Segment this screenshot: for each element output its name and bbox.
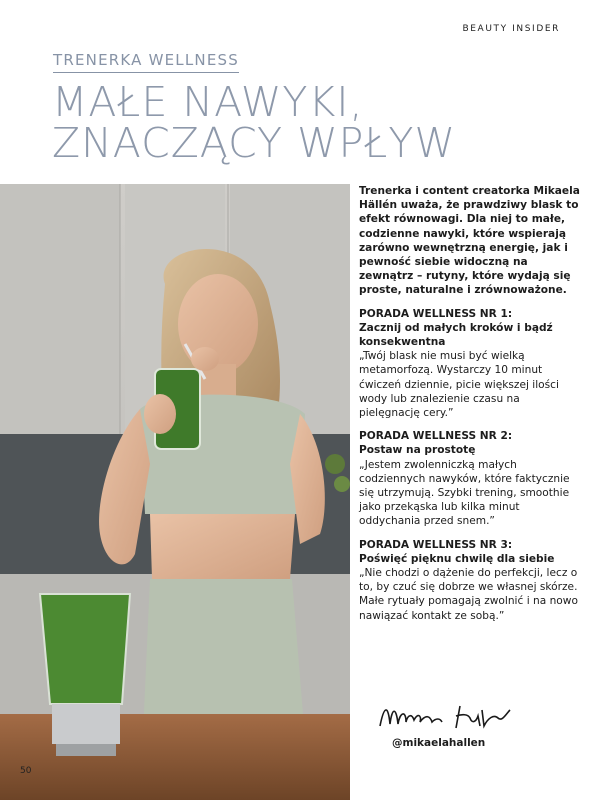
headline-line-1: MAŁE NAWYKI, — [52, 78, 364, 126]
headline-line-2: ZNACZĄCY WPŁYW — [52, 119, 457, 167]
tip-title: Postaw na prostotę — [359, 444, 476, 457]
signature — [376, 696, 526, 736]
tip-quote: „Twój blask nie musi być wielką metamorfozą. Wystarczy 10 minut ćwiczeń dziennie, picie większej ilości wody lub znalezienie czasu na pielęgnację cery.” — [359, 350, 559, 420]
tip-title: Poświęć pięknu chwilę dla siebie — [359, 552, 555, 565]
tip-title: Zacznij od małych kroków i bądź konsekwentna — [359, 321, 553, 349]
tip-quote: „Jestem zwolenniczką małych codziennych nawyków, które faktycznie się utrzymują. Szybki trening, smoothie jako przekąska lub kilka minut oddychania przed snem.” — [359, 458, 570, 528]
instagram-handle: @mikaelahallen — [392, 737, 486, 749]
article-body — [359, 184, 581, 632]
hero-photo — [0, 184, 350, 800]
section-tag: BEAUTY INSIDER — [462, 24, 560, 34]
headline — [52, 78, 572, 167]
page-number: 50 — [20, 766, 32, 776]
tip-label: PORADA WELLNESS NR 1: — [359, 307, 513, 320]
tip-label: PORADA WELLNESS NR 2: — [359, 430, 513, 443]
photo-illustration — [0, 184, 350, 800]
tip-quote: „Nie chodzi o dążenie do perfekcji, lecz o to, by czuć się dobrze we własnej skórze. Małe rytuały pomagają zwolnić i na nowo nawiązać kontakt ze sobą.” — [359, 567, 578, 622]
wellness-tip-2 — [359, 429, 581, 528]
wellness-tip-1 — [359, 307, 581, 421]
tip-label: PORADA WELLNESS NR 3: — [359, 538, 513, 551]
kicker-label: TRENERKA WELLNESS — [53, 51, 239, 73]
intro-paragraph: Trenerka i content creatorka Mikaela Hällén uważa, że prawdziwy blask to efekt równowagi. Dla niej to małe, codzienne nawyki, które wspierają zarówno wewnętrzną energię, jak i pewność siebie widoczną na zewnątrz – rutyny, które wydają się proste, naturalne i zrównoważone. — [359, 185, 580, 297]
wellness-tip-3 — [359, 538, 581, 623]
